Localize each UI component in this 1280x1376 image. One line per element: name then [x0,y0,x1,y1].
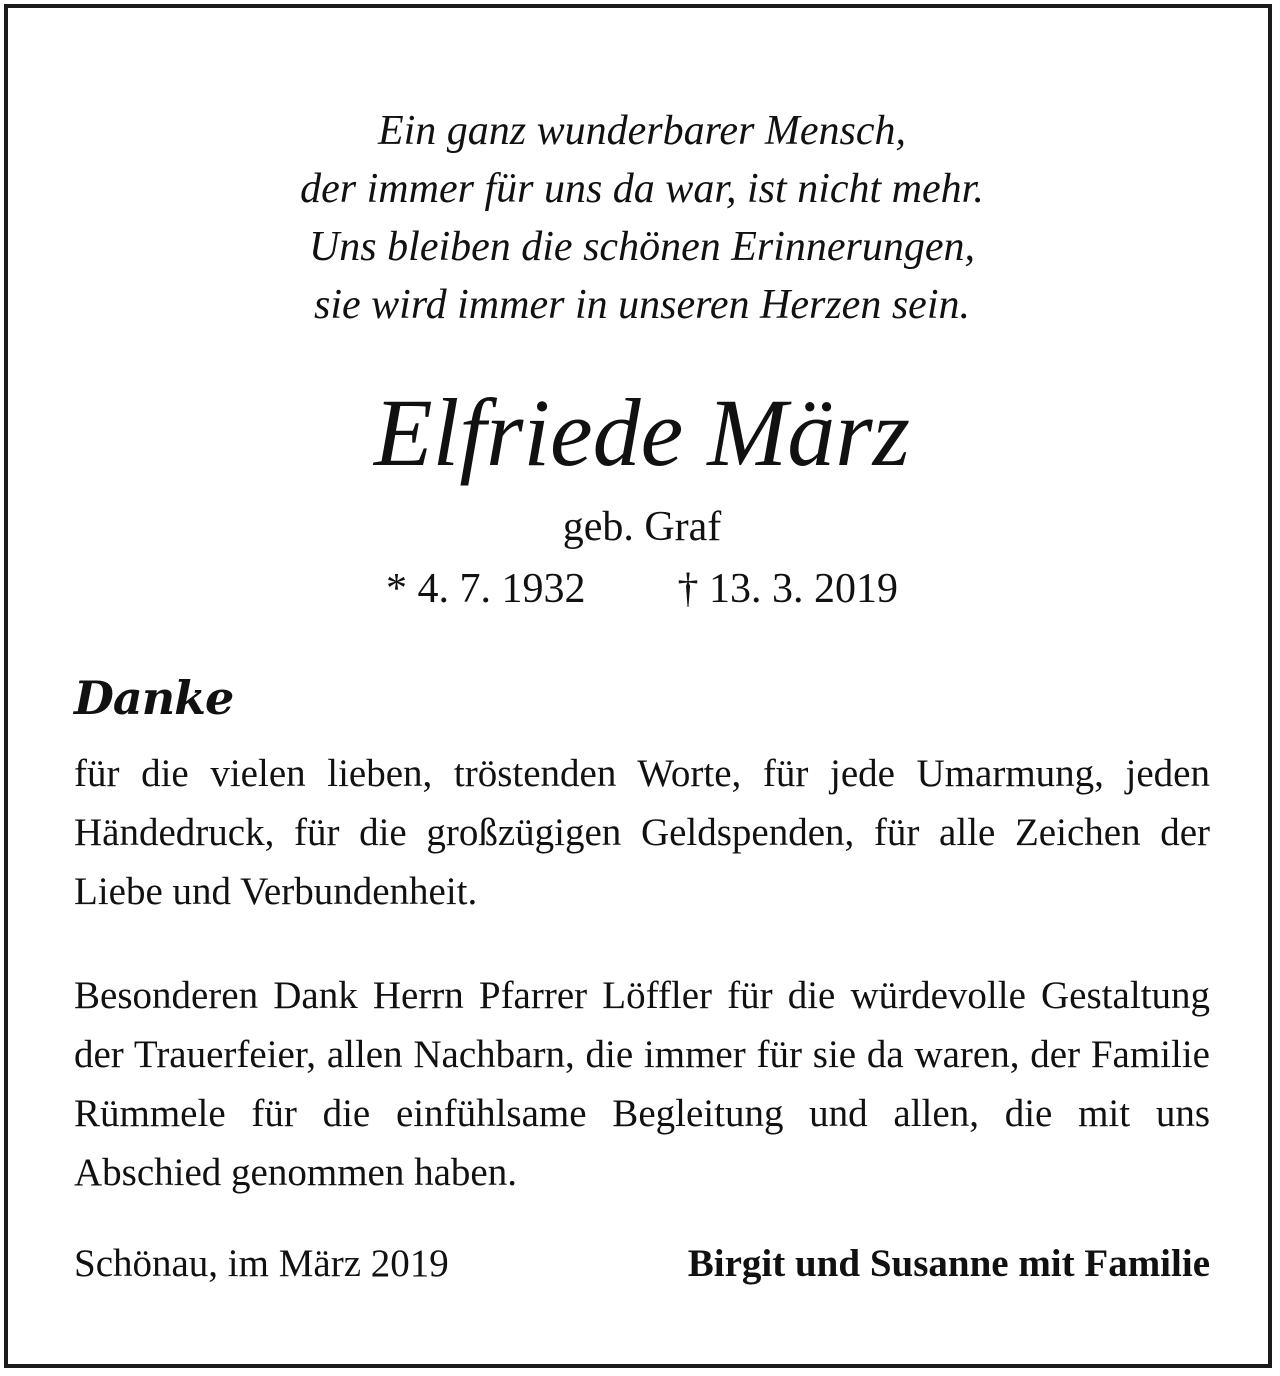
life-dates [74,564,1210,614]
obituary-border [4,4,1272,1368]
obituary-content [74,8,1210,1364]
signature-line [74,1236,1210,1292]
poem-line: sie wird immer in unseren Herzen sein. [314,282,970,328]
death-date: † 13. 3. 2019 [677,566,898,612]
family-signature: Birgit und Susanne mit Familie [687,1242,1210,1285]
poem-line: der immer für uns da war, ist nicht mehr. [300,166,984,212]
memorial-poem [74,102,1210,334]
special-thanks-paragraph: Besonderen Dank Herrn Pfarrer Löffler für die würdevolle Gestaltung der Trauerfeier, allen Nachbarn, die immer für sie da waren, der Familie Rümmele für die einfühlsame Begleitung und allen, die mit uns Abschied genommen haben. [74,974,1210,1194]
poem-line: Ein ganz wunderbarer Mensch, [377,108,907,154]
maiden-name: geb. Graf [562,504,722,550]
place-and-date: Schönau, im März 2019 [74,1242,449,1285]
thanks-heading: Danke [74,671,234,725]
birth-date: * 4. 7. 1932 [386,566,586,612]
deceased-name: Elfriede März [374,379,910,486]
thanks-paragraph: für die vielen lieben, tröstenden Worte, für jede Umarmung, jeden Händedruck, für die großzügigen Geldspenden, für alle Zeichen der Liebe und Verbundenheit. [74,752,1210,913]
poem-line: Uns bleiben die schönen Erinnerungen, [308,224,976,270]
